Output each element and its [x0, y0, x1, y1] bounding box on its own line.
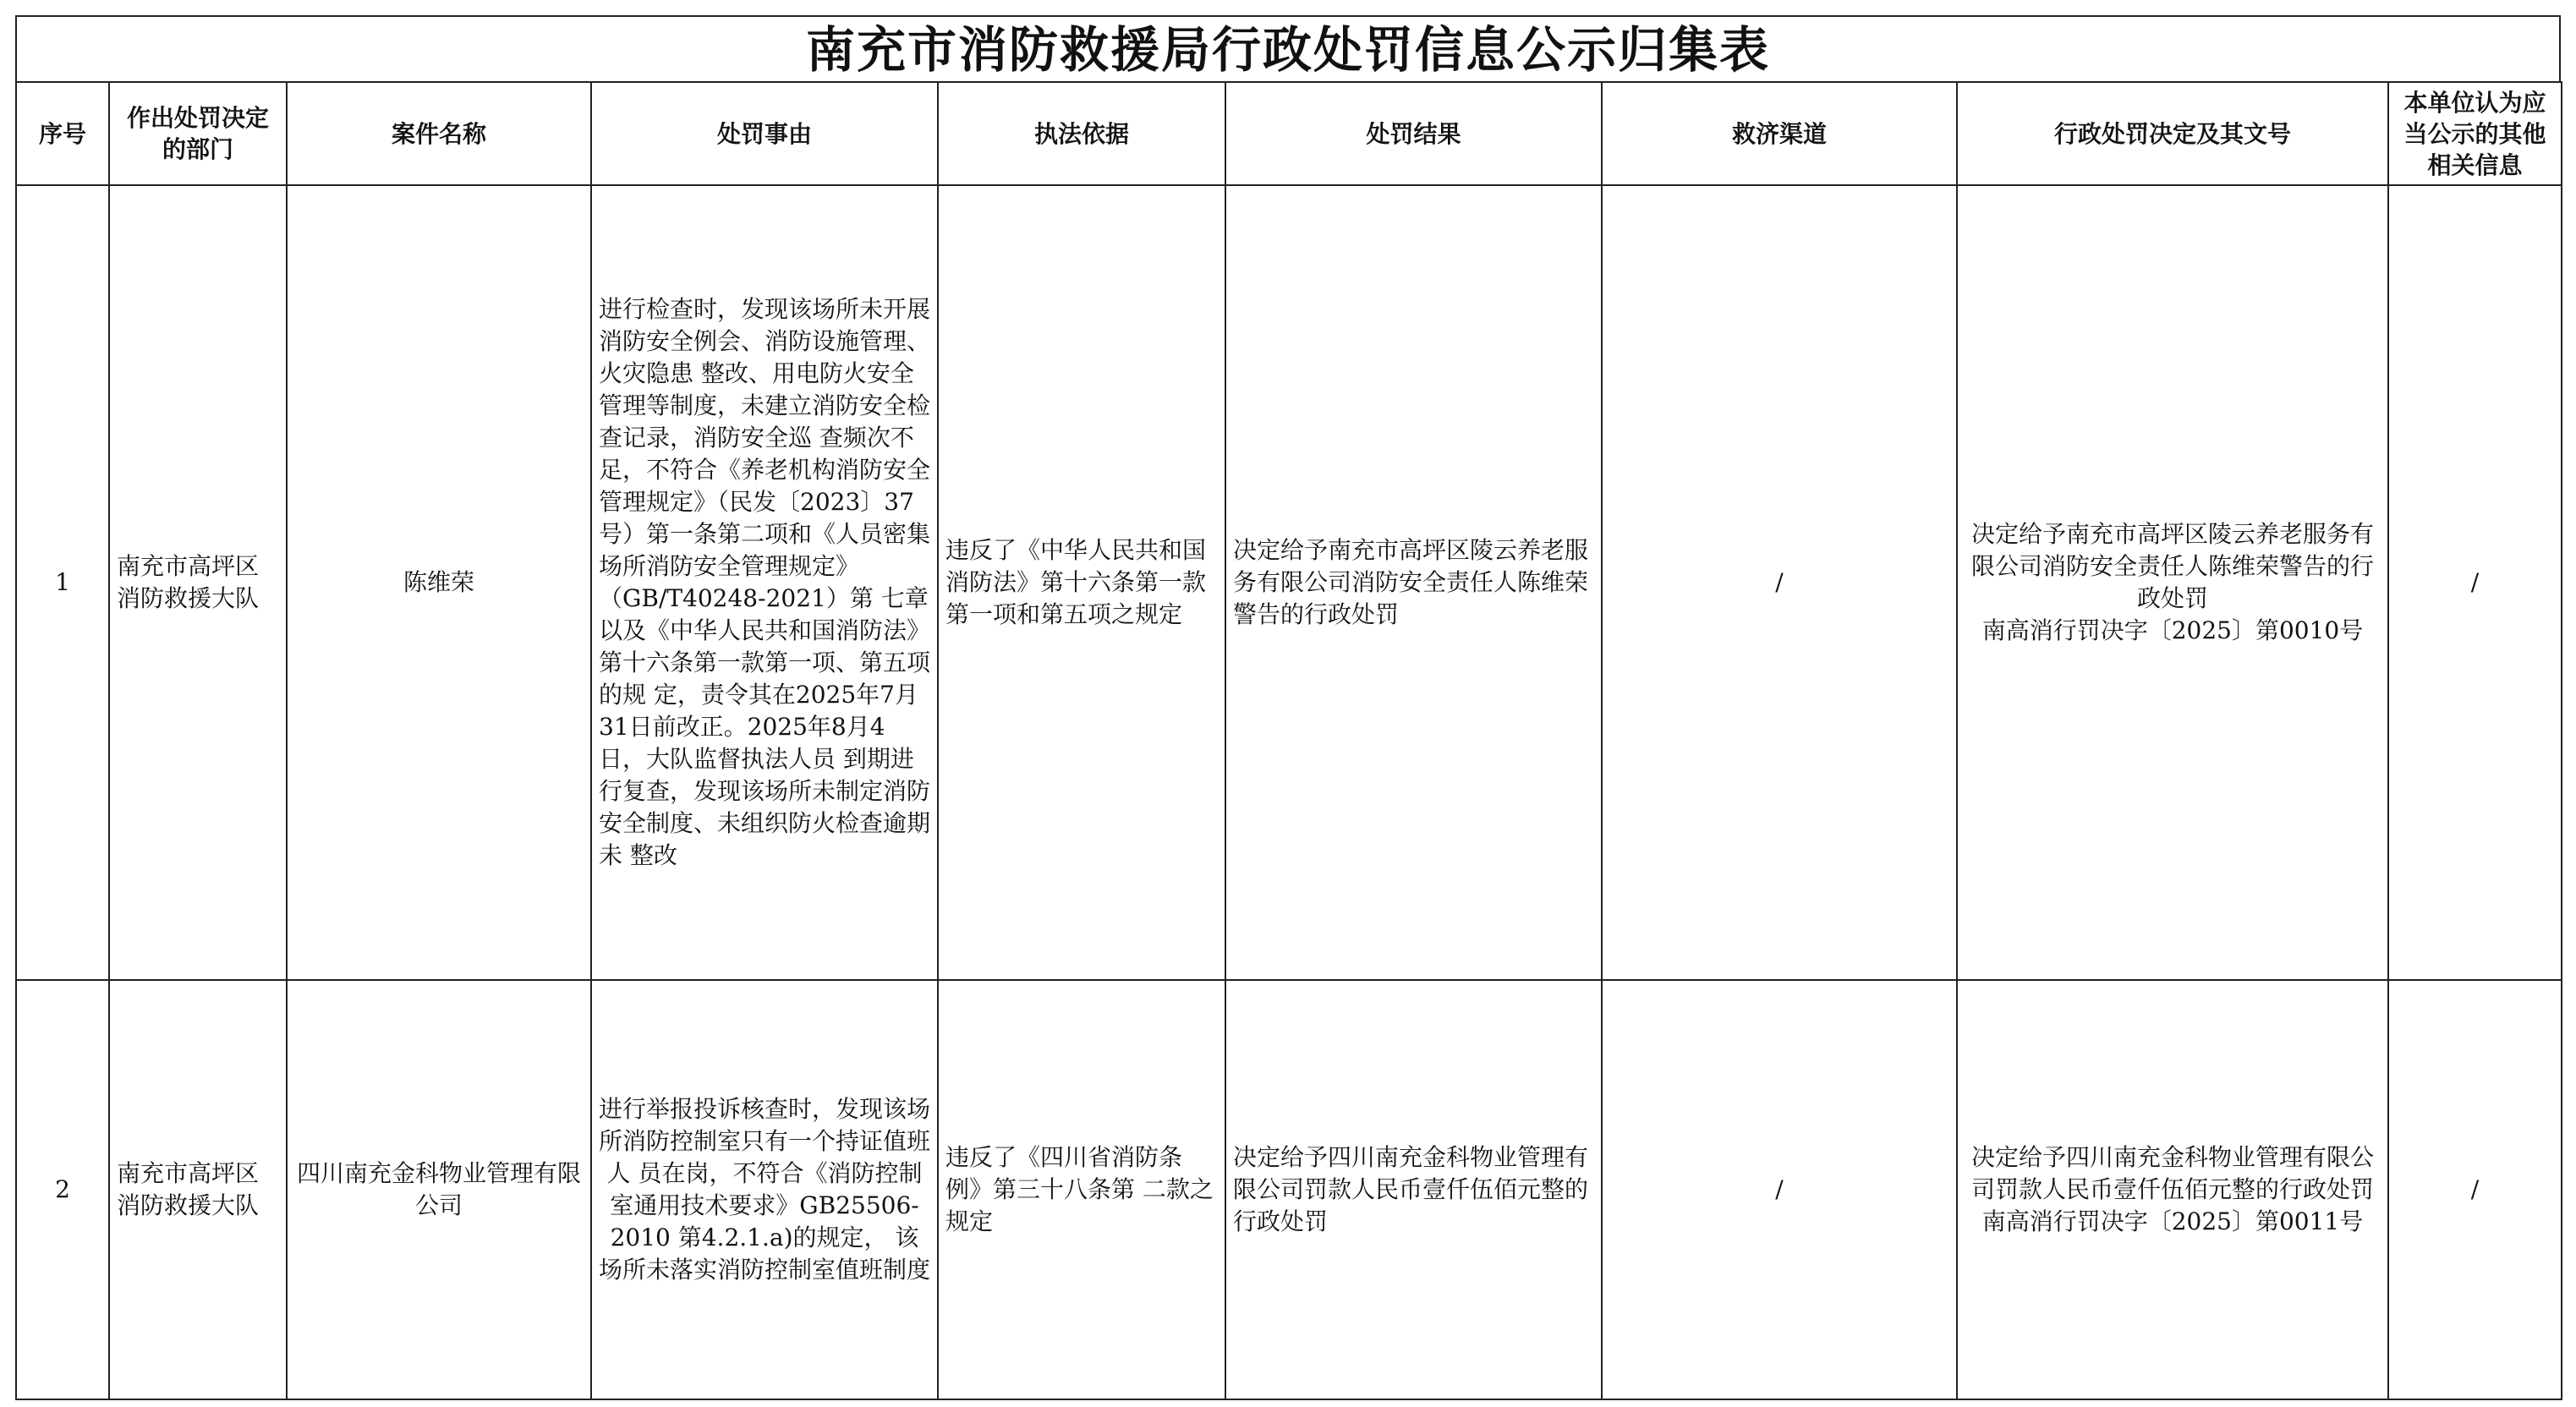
- header-remedy: 救济渠道: [1602, 82, 1957, 185]
- header-reason: 处罚事由: [591, 82, 938, 185]
- cell-other: /: [2388, 185, 2562, 980]
- page-title: 南充市消防救援局行政处罚信息公示归集表: [15, 15, 2561, 81]
- cell-basis: 违反了《中华人民共和国消防法》第十六条第一款第一项和第五项之规定: [938, 185, 1225, 980]
- table-row: [16, 185, 2562, 980]
- header-other: 本单位认为应当公示的其他相关信息: [2388, 82, 2562, 185]
- cell-remedy: /: [1602, 185, 1957, 980]
- cell-reason: 进行举报投诉核查时，发现该场所消防控制室只有一个持证值班人 员在岗，不符合《消防控制室通用技术要求》GB25506-2010 第4.2.1.a)的规定， 该场所未落实消防控制室值班制度: [591, 980, 938, 1399]
- table-row: [16, 980, 2562, 1399]
- cell-reason: 进行检查时，发现该场所未开展消防安全例会、消防设施管理、火灾隐患 整改、用电防火安全管理等制度，未建立消防安全检查记录，消防安全巡 查频次不足，不符合《养老机构消防安全管理规定》（民发〔2023〕37号）第一条第二项和《人员密集场所消防安全管理规定》（GB/T40248-2021）第 七章以及《中华人民共和国消防法》第十六条第一款第一项、第五项的规 定，责令其在2025年7月31日前改正。2025年8月4日，大队监督执法人员 到期进行复查，发现该场所未制定消防安全制度、未组织防火检查逾期未 整改: [591, 185, 938, 980]
- header-basis: 执法依据: [938, 82, 1225, 185]
- cell-department: 南充市高坪区消防救援大队: [109, 980, 287, 1399]
- cell-basis: 违反了《四川省消防条例》第三十八条第 二款之规定: [938, 980, 1225, 1399]
- cell-remedy: /: [1602, 980, 1957, 1399]
- header-department: 作出处罚决定的部门: [109, 82, 287, 185]
- decision-number: 南高消行罚决字〔2025〕第0010号: [1981, 616, 2364, 644]
- decision-number: 南高消行罚决字〔2025〕第0011号: [1981, 1207, 2364, 1235]
- header-row: [16, 82, 2562, 185]
- cell-department: 南充市高坪区消防救援大队: [109, 185, 287, 980]
- header-seq: 序号: [16, 82, 109, 185]
- header-case-name: 案件名称: [287, 82, 591, 185]
- header-decision: 行政处罚决定及其文号: [1957, 82, 2388, 185]
- decision-text: 决定给予南充市高坪区陵云养老服务有限公司消防安全责任人陈维荣警告的行政处罚: [1970, 520, 2374, 612]
- cell-seq: 1: [16, 185, 109, 980]
- cell-case-name: 四川南充金科物业管理有限公司: [287, 980, 591, 1399]
- cell-decision: [1957, 185, 2388, 980]
- cell-other: /: [2388, 980, 2562, 1399]
- cell-seq: 2: [16, 980, 109, 1399]
- cell-decision: [1957, 980, 2388, 1399]
- penalty-disclosure-sheet: [15, 15, 2561, 1399]
- penalty-table: [15, 81, 2562, 1400]
- header-result: 处罚结果: [1225, 82, 1602, 185]
- cell-result: 决定给予南充市高坪区陵云养老服务有限公司消防安全责任人陈维荣警告的行政处罚: [1225, 185, 1602, 980]
- decision-text: 决定给予四川南充金科物业管理有限公司罚款人民币壹仟伍佰元整的行政处罚: [1970, 1143, 2374, 1203]
- cell-case-name: 陈维荣: [287, 185, 591, 980]
- cell-result: 决定给予四川南充金科物业管理有限公司罚款人民币壹仟伍佰元整的行政处罚: [1225, 980, 1602, 1399]
